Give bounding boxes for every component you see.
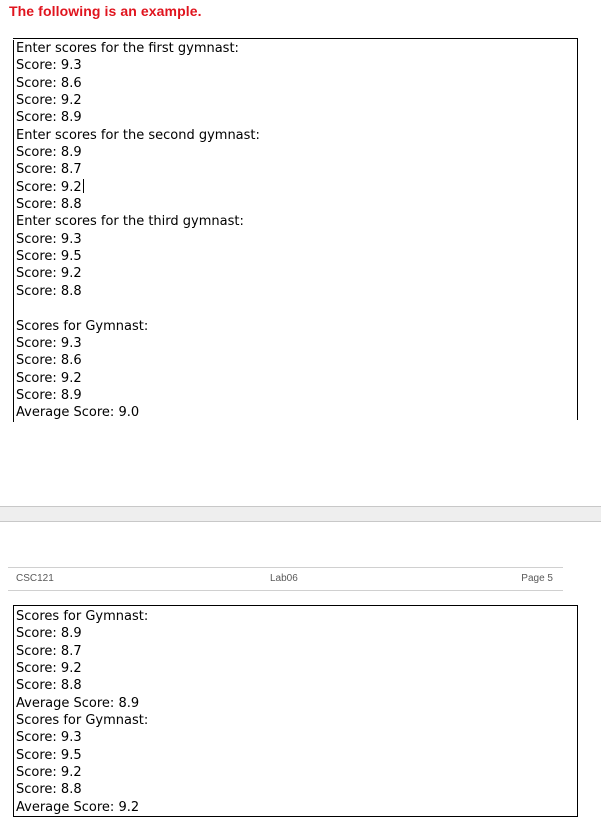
console-lines (13, 608, 578, 816)
console-lines (13, 40, 578, 422)
console-line: Score: 9.2 (13, 660, 578, 677)
console-line: Score: 8.9 (13, 109, 578, 126)
console-line: Enter scores for the first gymnast: (13, 40, 578, 57)
console-line: Scores for Gymnast: (13, 608, 578, 625)
console-line: Average Score: 9.2 (13, 799, 578, 816)
console-line: Enter scores for the third gymnast: (13, 213, 578, 230)
console-line-text: Score: 9.2 (16, 179, 82, 195)
console-line: Score: 9.2 (13, 764, 578, 781)
text-caret (83, 179, 84, 193)
console-line: Score: 9.3 (13, 231, 578, 248)
console-line: Score: 9.3 (13, 729, 578, 746)
console-line: Score: 8.8 (13, 677, 578, 694)
console-output-1 (13, 38, 578, 420)
console-line: Score: 8.9 (13, 625, 578, 642)
console-line: Score: 9.2 (13, 265, 578, 282)
console-line: Score: 9.5 (13, 747, 578, 764)
page-header (8, 567, 563, 591)
console-line: Score: 9.2 (13, 370, 578, 387)
console-line: Score: 8.9 (13, 144, 578, 161)
header-lab: Lab06 (270, 573, 298, 584)
console-line-blank (13, 300, 578, 317)
console-line: Enter scores for the second gymnast: (13, 127, 578, 144)
console-line: Score: 8.6 (13, 352, 578, 369)
console-line: Score: 8.9 (13, 387, 578, 404)
example-heading: The following is an example. (9, 3, 202, 19)
console-line: Average Score: 9.0 (13, 404, 578, 421)
header-course: CSC121 (16, 573, 54, 584)
console-line: Score: 9.3 (13, 57, 578, 74)
console-line: Score: 8.6 (13, 75, 578, 92)
console-line: Scores for Gymnast: (13, 712, 578, 729)
console-line: Score: 8.7 (13, 643, 578, 660)
console-line-with-caret (13, 179, 578, 196)
console-line: Score: 9.3 (13, 335, 578, 352)
console-line: Average Score: 8.9 (13, 695, 578, 712)
console-line: Score: 8.7 (13, 161, 578, 178)
console-line: Scores for Gymnast: (13, 318, 578, 335)
console-line: Score: 8.8 (13, 283, 578, 300)
console-line: Score: 8.8 (13, 196, 578, 213)
console-line: Score: 9.5 (13, 248, 578, 265)
console-line: Score: 9.2 (13, 92, 578, 109)
header-page-number: Page 5 (521, 573, 553, 584)
console-line: Score: 8.8 (13, 781, 578, 798)
console-border-top (13, 38, 578, 39)
page-break-separator (0, 506, 601, 522)
console-output-2 (13, 605, 578, 817)
